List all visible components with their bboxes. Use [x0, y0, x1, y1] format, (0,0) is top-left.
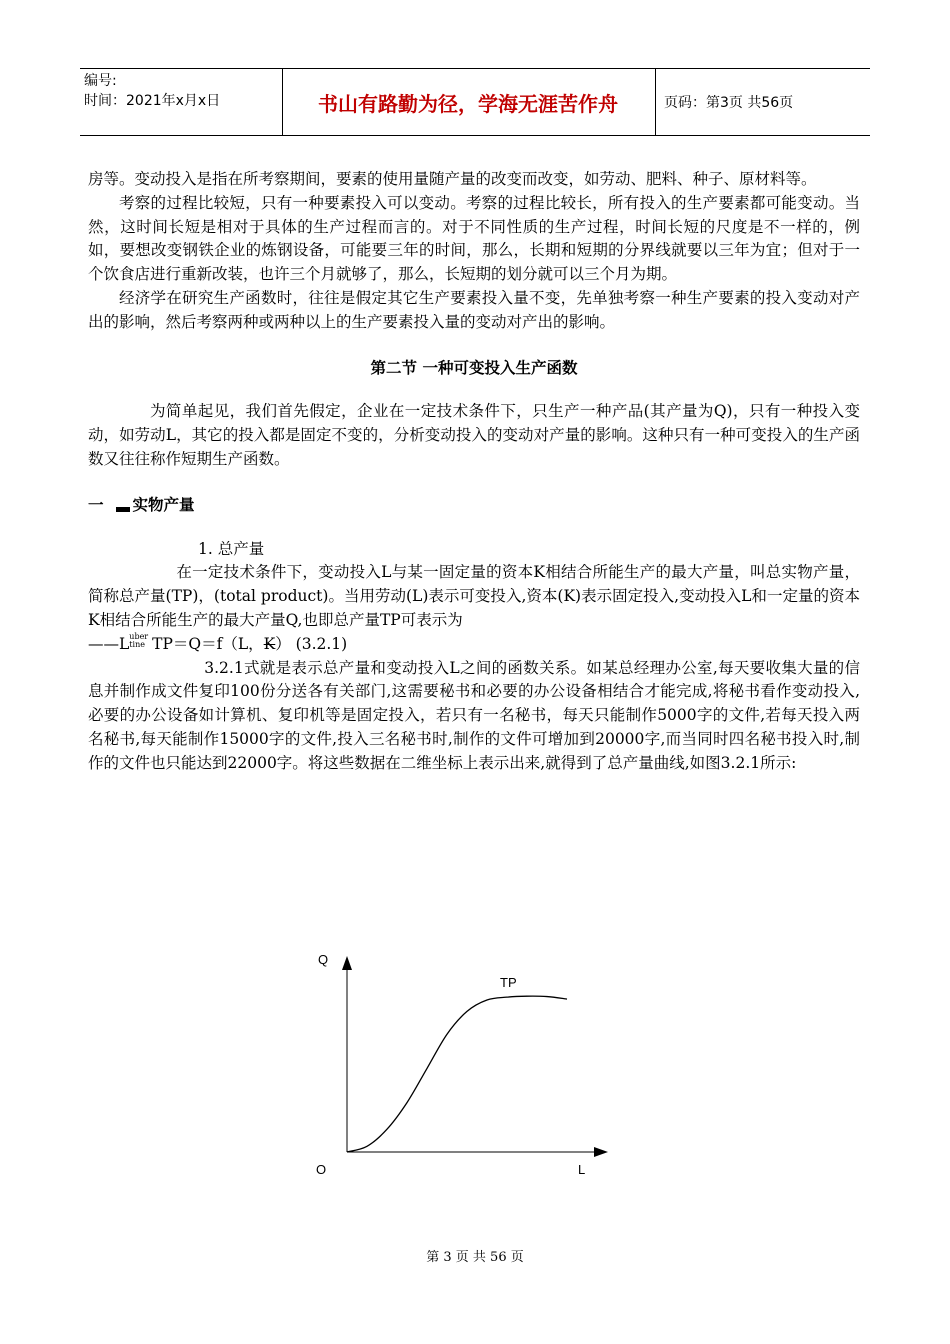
- header-number-label: 编号:: [84, 73, 117, 89]
- formula-tiny-text: uber tine: [129, 631, 149, 649]
- header-motto: 书山有路勤为径，学海无涯苦作舟: [318, 91, 618, 116]
- list-item: 1. 总产量: [198, 539, 265, 558]
- subheading-number: 一: [88, 495, 104, 514]
- document-body: [88, 168, 860, 776]
- paragraph: 房等。变动投入是指在所考察期间，要素的使用量随产量的改变而改变，如劳动、肥料、种子、原材料等。: [88, 170, 817, 188]
- bar-bullet-icon: [116, 507, 130, 512]
- page-footer: 第 3 页 共 56 页: [426, 1250, 524, 1265]
- series-label: TP: [500, 975, 517, 990]
- header-meta: [84, 71, 280, 111]
- header-divider: [655, 69, 656, 135]
- formula-main: TP＝Q＝f（L，: [152, 634, 264, 653]
- x-axis-arrow-icon: [594, 1147, 608, 1157]
- y-axis-arrow-icon: [342, 956, 352, 970]
- formula: [88, 633, 860, 657]
- page-header: [80, 68, 870, 136]
- paragraph: 考察的过程比较短，只有一种要素投入可以变动。考察的过程比较长，所有投入的生产要素都可能变动。当然，这时间长短是相对于具体的生产过程而言的。对于不同性质的生产过程，时间长短的尺度是不一样的，例如，要想改变钢铁企业的炼钢设备，可能要三年的时间，那么，长期和短期的分界线就要以三年为宜；但对于一个饮食店进行重新改装，也许三个月就够了，那么，长短期的划分就可以三个月为期。: [88, 193, 860, 284]
- paragraph: 在一定技术条件下，变动投入L与某一固定量的资本K相结合所能生产的最大产量，叫总实物产量，简称总产量(TP)，(total product)。当用劳动(L)表示可变投入,资本(K)表示固定投入,变动投入L和一定量的资本K相结合所能生产的最大产量Q,也即总产量TP可表示为: [88, 563, 860, 629]
- x-axis-label: L: [578, 1162, 586, 1177]
- formula-k: K: [263, 634, 276, 653]
- section-title: 第二节 一种可变投入生产函数: [370, 358, 578, 377]
- header-page-info: 页码：第3页 共56页: [664, 95, 794, 111]
- total-product-chart: [300, 942, 620, 1182]
- header-time-label: 时间：2021年x月x日: [84, 93, 221, 109]
- origin-label: O: [316, 1162, 327, 1177]
- formula-prefix: ——L: [88, 634, 130, 653]
- paragraph: 3.2.1式就是表示总产量和变动投入L之间的函数关系。如某总经理办公室,每天要收集大量的信息并制作成文件复印100份分送各有关部门,这需要秘书和必要的办公设备相结合才能完成,将秘书看作变动投入,必要的办公设备如计算机、复印机等是固定投入，若只有一名秘书，每天只能制作5000字的文件,若每天投入两名秘书,每天能制作15000字的文件,投入三名秘书时,制作的文件可增加到20000字,而当同时四名秘书投入时,制作的文件也只能达到22000字。将这些数据在二维坐标上表示出来,就得到了总产量曲线,如图3.2.1所示:: [88, 658, 860, 772]
- paragraph: 经济学在研究生产函数时，往往是假定其它生产要素投入量不变，先单独考察一种生产要素的投入变动对产出的影响，然后考察两种或两种以上的生产要素投入量的变动对产出的影响。: [88, 288, 860, 331]
- formula-end: ） (3.2.1): [275, 634, 348, 653]
- subheading-text: 实物产量: [132, 495, 195, 514]
- tp-curve: [347, 996, 567, 1152]
- subheading: [88, 494, 860, 518]
- y-axis-label: Q: [318, 952, 329, 967]
- paragraph: 为简单起见，我们首先假定，企业在一定技术条件下，只生产一种产品(其产量为Q)，只有一种投入变动，如劳动L，其它的投入都是固定不变的，分析变动投入的变动对产量的影响。这种只有一种可变投入的生产函数又往往称作短期生产函数。: [88, 402, 860, 468]
